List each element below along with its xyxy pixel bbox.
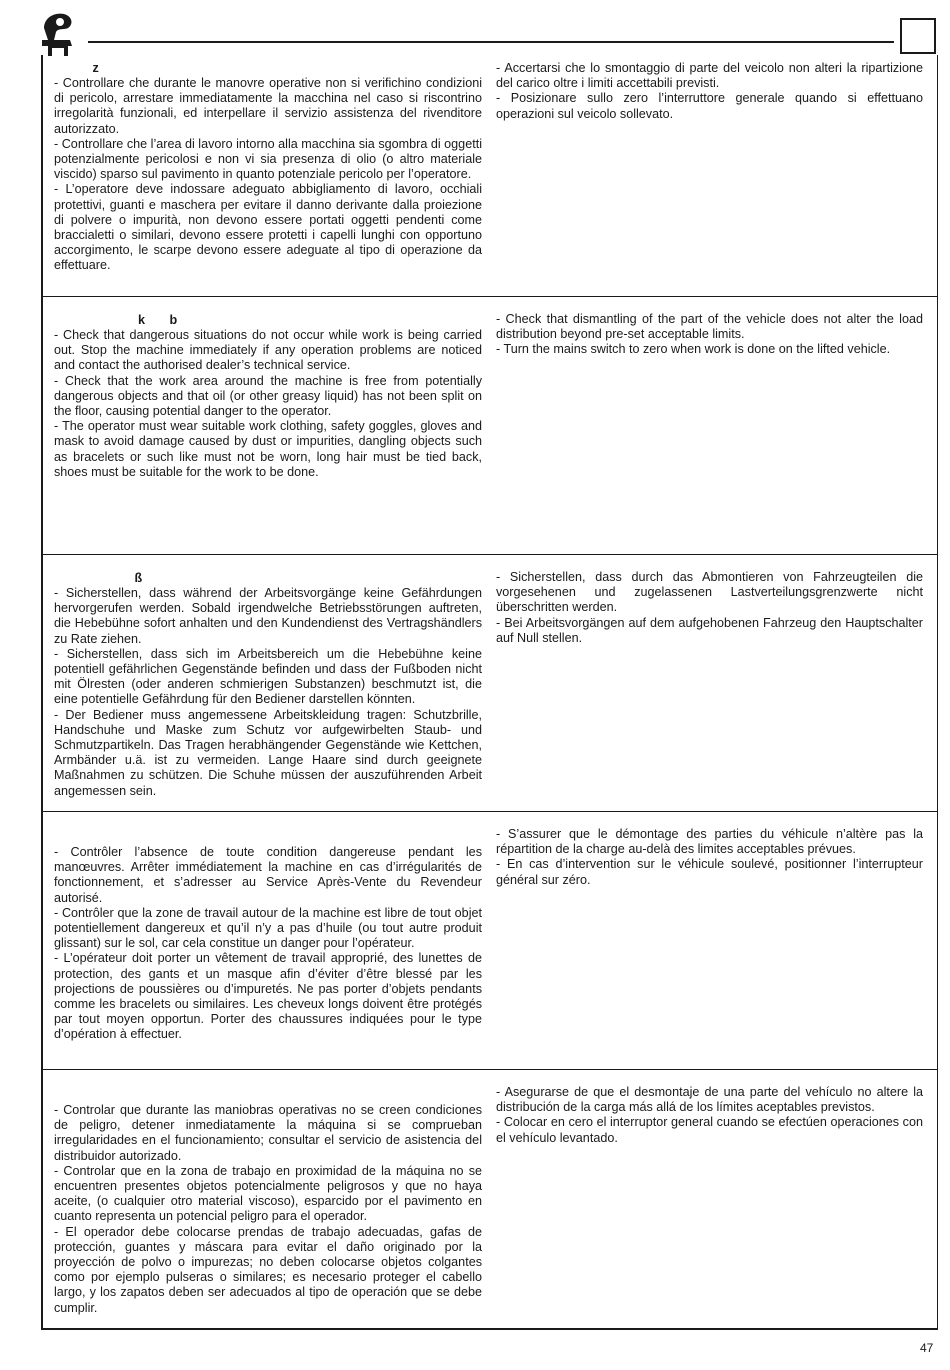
frame-bottom-border	[41, 1328, 938, 1330]
section-left-text: - Controllare che durante le manovre operative non si verifichino condizioni di pericolo, arrestare immediatamente la macchina nel caso si riscontrino irregolarità funzionali, ed interpellare il servizio assistenza del rivenditore autorizzato. - Controllare che l’area di lavoro intorno alla macchina sia sgombra di oggetti potenzialmente pericolosi e non vi sia presenza di olio (o altro materiale viscido) sparso sul pavimento in quanto potenziale pericolo per l’operatore. - L’operatore deve indossare adeguato abbigliamento di lavoro, occhiali protettivi, guanti e maschera per evitare il danno derivante dalla proiezione di polvere o impurità, non devono essere portati oggetti pendenti come braccialetti o similari, devono essere protetti i capelli lunghi con opportuno accorgimento, le scarpe devono essere adeguate al tipo di operazione da effettuare.	[54, 76, 482, 273]
section-right-text: - Asegurarse de que el desmontaje de una parte del vehículo no altere la distribución de la carga más allá de los límites aceptables previstos. - Colocar en cero el interruptor general cuando se efectúen operaciones con el vehículo levantado.	[496, 1085, 923, 1145]
section-heading: ß	[54, 571, 143, 585]
section-divider	[41, 811, 938, 812]
section-divider	[41, 554, 938, 555]
section-left-text: - Check that dangerous situations do not occur while work is being carried out. Stop the machine immediately if any operation problems are noticed and contact the authorised dealer’s technical service. - Check that the work area around the machine is free from potentially dangerous objects and that oil (or other greasy liquid) has not been split on the floor, causing potential danger to the operator. - The operator must wear suitable work clothing, safety goggles, gloves and mask to avoid damage caused by dust or impurities, dangling objects such as bracelets or such like must not be worn, long hair must be tied back, shoes must be suitable for the work to be done.	[54, 328, 482, 479]
section-heading: z	[54, 61, 99, 75]
page-number: 47	[920, 1341, 934, 1355]
section-heading: k b	[54, 313, 178, 327]
frame-left-border	[41, 55, 43, 1330]
section-right-text: - Accertarsi che lo smontaggio di parte del veicolo non alteri la ripartizione del carico oltre i limiti accettabili previsti. - Posizionare sullo zero l’interruttore generale quando si effettuano operazioni sul veicolo sollevato.	[496, 61, 923, 121]
frame-right-border	[937, 55, 938, 1330]
header-rule	[88, 41, 894, 43]
sitting-figure-logo-icon	[38, 10, 82, 58]
section-right-text: - Check that dismantling of the part of the vehicle does not alter the load distribution beyond pre-set acceptable limits. - Turn the mains switch to zero when work is done on the lifted vehicle.	[496, 312, 923, 357]
section-left-text: - Controlar que durante las maniobras operativas no se creen condiciones de peligro, detener inmediatamente la máquina si se comprueban irregularidades en el funcionamiento; consultar el servicio de asistencia del distribuidor autorizado. - Controlar que en la zona de trabajo en proximidad de la máquina no se encuentren presentes objetos potencialmente peligrosos y que no haya aceite, (o cualquier otro material viscoso), esparcido por el pavimento en cuanto representa un potencial peligro para el operador. - El operador debe colocarse prendas de trabajo adecuadas, gafas de protección, guantes y máscara para evitar el daño originado por la proyección de polvo o impurezas; no deben colocarse objetos colgantes como por ejemplo pulseras o similares; es necesario proteger el cabello largo, y los zapatos deben ser adecuados al tipo de operación que se debe cumplir.	[54, 1103, 482, 1315]
section-left-text: - Contrôler l’absence de toute condition dangereuse pendant les manœuvres. Arrêter immédiatement la machine en cas d’irrégularités de fonctionnement, et s’adresser au Service Après-Vente du Revendeur autorisé. - Contrôler que la zone de travail autour de la machine est libre de tout objet potentiellement dangereux et qu’il n’y a pas d’huile (ou tout autre produit glissant) sur le sol, car cela constitue un danger pour l’opérateur. - L’opérateur doit porter un vêtement de travail approprié, des lunettes de protection, des gants et un masque afin d’éviter d’être blessé par les projections de poussières ou d’impuretés. Ne pas porter d’objets pendants comme les bracelets ou similaires. Les cheveux longs doivent être protégés par tout moyen opportun. Porter des chaussures indiquées pour le type d’opération à effectuer.	[54, 845, 482, 1042]
section-left-text: - Sicherstellen, dass während der Arbeitsvorgänge keine Gefährdungen hervorgerufen werden. Sobald irgendwelche Betriebsstörungen auftreten, die Hebebühne sofort anhalten und den Kundendienst des Vertragshändlers zu Rate ziehen. - Sicherstellen, dass sich im Arbeitsbereich um die Hebebühne keine potentiell gefährlichen Gegenstände befinden und dass der Fußboden nicht mit Ölresten (oder anderen schmierigen Substanzen) beschmutzt ist, die eine potentielle Gefährdung für den Bediener darstellen könnten. - Der Bediener muss angemessene Arbeitskleidung tragen: Schutzbrille, Handschuhe und Maske zum Schutz vor aufgewirbelten Staub- und Schmutzpartikeln. Das Tragen herabhängender Gegenstände wie Kettchen, Armbänder u.ä. ist zu vermeiden. Lange Haare sind durch geeignete Maßnahmen zu schützen. Die Schuhe müssen der auszuführenden Arbeit angemessen sein.	[54, 586, 482, 798]
section-divider	[41, 296, 938, 297]
section-right-text: - S’assurer que le démontage des parties du véhicule n’altère pas la répartition de la charge au-delà des limites acceptables prévues. - En cas d’intervention sur le véhicule soulevé, positionner l’interrupteur général sur zéro.	[496, 827, 923, 887]
section-right-text: - Sicherstellen, dass durch das Abmontieren von Fahrzeugteilen die vorgesehenen und zugelassenen Lastverteilungsgrenzwerte nicht überschritten werden. - Bei Arbeitsvorgängen auf dem aufgehobenen Fahrzeug den Hauptschalter auf Null stellen.	[496, 570, 923, 645]
section-divider	[41, 1069, 938, 1070]
page-corner-box	[900, 18, 936, 54]
